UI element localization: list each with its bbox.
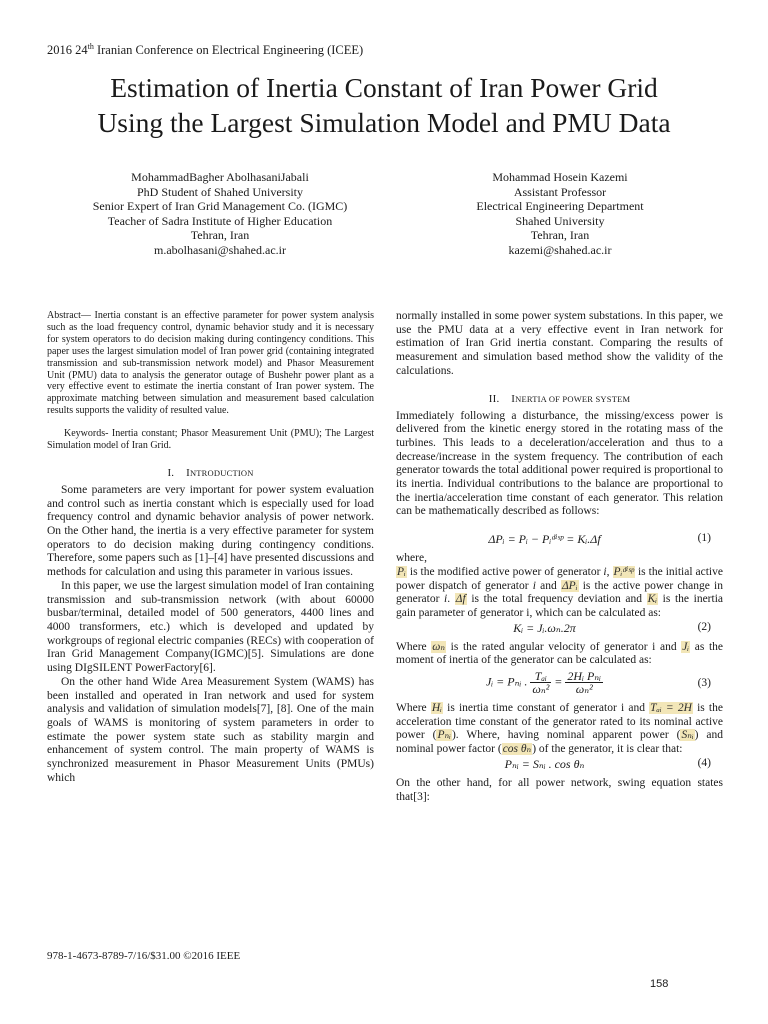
inertia-paragraph-1: Immediately following a disturbance, the missing/excess power is delivered from the kinetic energy stored in the rotating mass of the turbines. This leads to a deceleration/acceleration and thus to a decrease/increase in the system frequency. The contribution of each generator towards the total additional power required is proportional to its inertia. Individual contributions to the balance are proportional to the inertia/acceleration time constant of each generator. This relation can be mathematically described as follows:	[396, 409, 723, 518]
author-1-name: MohammadBagher AbolhasaniJabali	[131, 170, 309, 184]
author-2-email: kazemi@shahed.ac.ir	[508, 242, 612, 257]
equation-1: ΔPᵢ = Pᵢ − Pᵢᵈⁱˢᵖ = Kᵢ.Δf (1)	[488, 532, 711, 547]
left-column	[47, 310, 374, 785]
author-1-affiliation: Senior Expert of Iran Grid Management Co. (IGMC)	[92, 199, 348, 213]
intro-continuation: normally installed in some power system substations. In this paper, we use the PMU data at a very effective event in Iran network for estimation of Iran Grid inertia constant. Comparing the results of measurement and simulation based method show the validity of the calculations.	[396, 310, 723, 377]
title-line-2: Using the Largest Simulation Model and PMU Data	[97, 107, 671, 138]
section-1-heading: I. INTRODUCTION	[167, 466, 254, 479]
copyright-footer: 978-1-4673-8789-7/16/$31.00 ©2016 IEEE	[47, 950, 241, 962]
inertia-paragraph-4: Where Hᵢ is inertia time constant of generator i and Tₐᵢ = 2H is the acceleration time constant of the generator rated to its nominal active power (Pₙᵢ). Where, having nominal apparent power (Sₙᵢ) and nominal power factor (cos θₙ) of the generator, it is clear that:	[396, 702, 723, 756]
inertia-paragraph-5: On the other hand, for all power network, swing equation states that[3]:	[396, 776, 723, 803]
equation-4: Pₙᵢ = Sₙᵢ . cos θₙ (4)	[504, 756, 711, 771]
author-2-position: Assistant Professor	[513, 184, 607, 199]
keywords: Keywords- Inertia constant; Phasor Measurement Unit (PMU); The Largest Simulation model of Iran Grid.	[47, 428, 374, 452]
intro-paragraph-3: On the other hand Wide Area Measurement System (WAMS) has been installed and operated in Iran network and used for system analysis and validation of simulation models[7], [8]. One of the main goals of WAMS is monitoring of system parameters in order to estimate the power system state such as stability margin and enhancement of system control. The main property of WAMS is synchronized measurement in Phasor Measurement Units (PMUs) which	[47, 675, 374, 784]
inertia-paragraph-2: Pᵢ is the modified active power of generator i, Pᵢᵈⁱˢᵖ is the initial active power dispatch of generator i and ΔPᵢ is the active power change in generator i. Δf is the total frequency deviation and Kᵢ is the inertia gain parameter of generator i, which can be calculated as:	[396, 565, 724, 619]
section-2-heading: II. INERTIA OF POWER SYSTEM	[488, 392, 631, 405]
author-1-email: m.abolhasani@shahed.ac.ir	[153, 242, 286, 257]
where-label: where,	[396, 552, 427, 565]
conference-header: 2016 24th Iranian Conference on Electrical Engineering (ICEE)	[47, 42, 364, 58]
author-2-affiliation: Shahed University	[515, 213, 605, 228]
equation-2: Kᵢ = Jᵢ.ωₙ.2π (2)	[513, 620, 711, 635]
equation-3: Jᵢ = Pₙᵢ . $\frac{\text{Tₐᵢ}}{\text{ωₙ²}}$ = $\frac{\text{2Hᵢ Pₙᵢ}}{\text{ωₙ²}}$ (3)	[485, 669, 711, 697]
author-1-position: PhD Student of Shahed University	[137, 184, 303, 199]
author-1-location: Tehran, Iran	[190, 228, 250, 242]
right-column	[396, 310, 723, 804]
author-1-affiliation-2: Teacher of Sadra Institute of Higher Education	[107, 213, 333, 228]
title-line-1: Estimation of Inertia Constant of Iran Power Grid	[110, 72, 658, 103]
author-block-1	[40, 170, 400, 257]
intro-paragraph-1: Some parameters are very important for power system evaluation and control such as inertia constant which is especially used for load frequency control and dynamic behavior analysis of power network. On the Other hand, the inertia is a very effective parameter for system operators to do decision making during contingency conditions. Therefore, some papers such as [1]–[4] have presented discussions and methods for calculation and using this parameter in various issues.	[47, 483, 374, 579]
paper-title	[0, 70, 768, 140]
author-block-2	[394, 170, 726, 257]
author-2-location: Tehran, Iran	[530, 228, 590, 242]
author-2-name: Mohammad Hosein Kazemi	[492, 170, 628, 184]
abstract: Abstract— Inertia constant is an effective parameter for power system analysis such as the load frequency control, dynamic behavior study and it is necessary for system operators to do decision making during contingency conditions. This paper uses the largest simulation model of Iran power grid (containing integrated transmission and sub-transmission network model) and Phasor Measurement Unit (PMU) data to analysis the generator outage of Bushehr power plant as a very effective event to estimate the inertia constant of Iran power system. The approximate matching between simulation and measurement based calculation results supports the validity of resulted value.	[47, 310, 374, 417]
author-2-department: Electrical Engineering Department	[476, 199, 644, 213]
inertia-paragraph-3: Where ωₙ is the rated angular velocity of generator i and Jᵢ as the moment of inertia of the generator can be calculated as:	[396, 640, 723, 667]
intro-paragraph-2: In this paper, we use the largest simulation model of Iran containing transmission and sub-transmission network (with about 60000 busbar/terminal, detailed model of 500 generators, 4400 lines and 4000 transformers, etc.) which is developed and updated by workgroups of regional electric companies (RECs) with cooperation of Iran Grid Management Company(IGMC)[5]. Simulations are done using DIgSILENT PowerFactory[6].	[47, 579, 375, 675]
page-number: 158	[650, 978, 669, 990]
